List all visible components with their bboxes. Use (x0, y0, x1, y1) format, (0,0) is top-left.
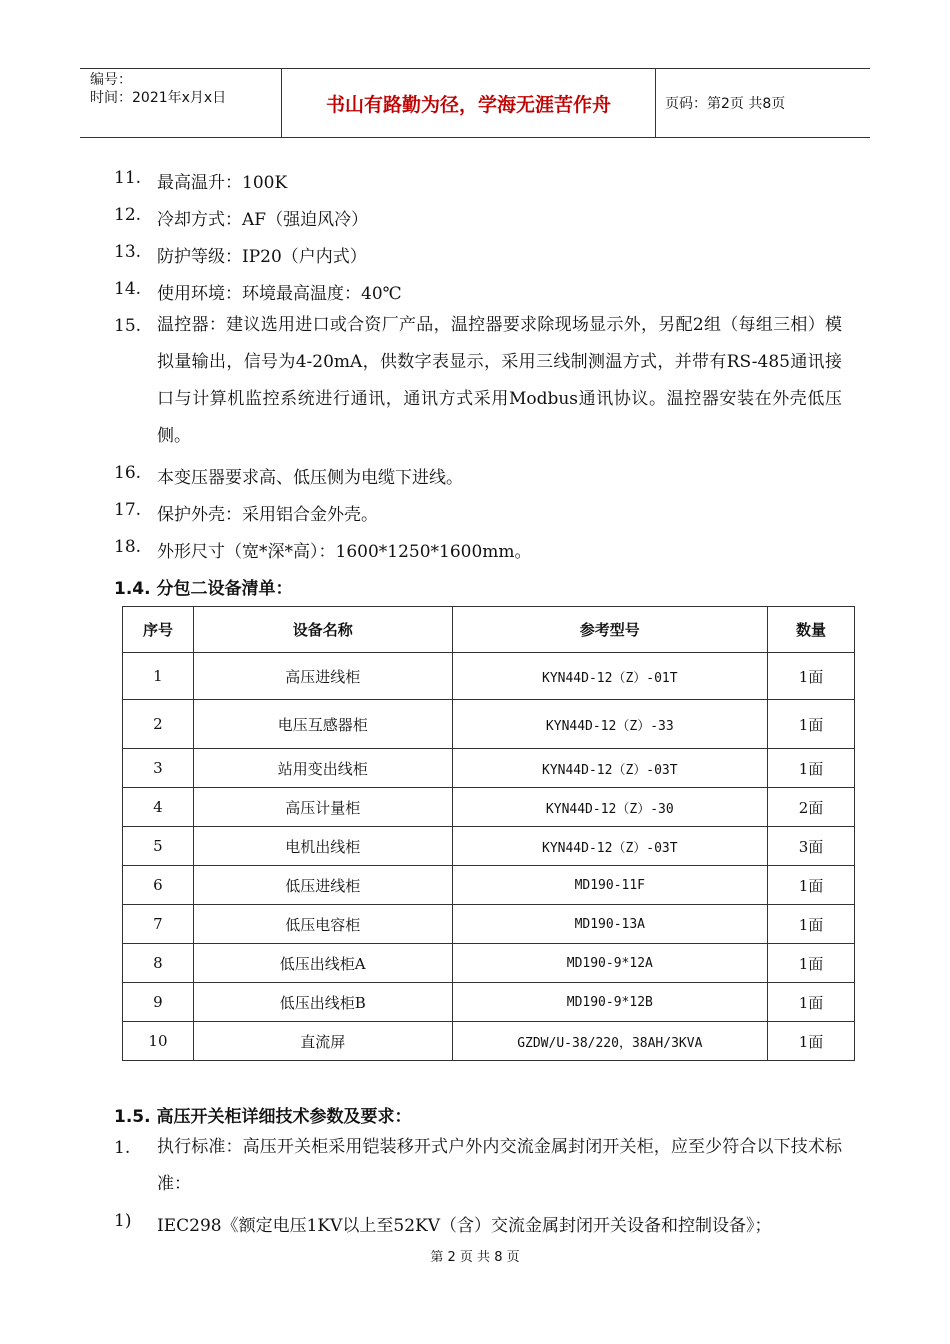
code-label: 编号： (90, 72, 132, 88)
cell-name: 站用变出线柜 (193, 749, 452, 788)
item-number: 15. (114, 316, 142, 336)
section-heading: 1.4. 分包二设备清单： (114, 579, 293, 599)
item-text: 最高温升：100K (157, 173, 288, 193)
col-header: 参考型号 (452, 607, 768, 653)
cell-model: MD190-9*12A (452, 944, 768, 983)
item-number: 12. (114, 205, 142, 225)
item-text: 保护外壳：采用铝合金外壳。 (157, 505, 378, 525)
item-text: 外形尺寸（宽*深*高）：1600*1250*1600mm。 (157, 542, 532, 562)
item-text: 使用环境：环境最高温度：40℃ (157, 284, 402, 304)
cell-model: KYN44D-12（Z）-01T (452, 653, 768, 700)
table-row (123, 1022, 855, 1061)
cell-name: 电压互感器柜 (193, 700, 452, 749)
cell-qty: 3面 (768, 827, 855, 866)
item-number: 16. (114, 463, 142, 483)
table-row (123, 653, 855, 700)
section-heading: 1.5. 高压开关柜详细技术参数及要求： (114, 1107, 412, 1127)
col-header: 序号 (123, 607, 194, 653)
cell-model: MD190-13A (452, 905, 768, 944)
item-number: 17. (114, 500, 142, 520)
cell-index: 9 (123, 983, 194, 1022)
cell-qty: 1面 (768, 866, 855, 905)
page-footer: 第 2 页 共 8 页 (430, 1250, 520, 1265)
table-row (123, 944, 855, 983)
cell-qty: 1面 (768, 983, 855, 1022)
cell-qty: 2面 (768, 788, 855, 827)
cell-name: 低压进线柜 (193, 866, 452, 905)
cell-model: KYN44D-12（Z）-33 (452, 700, 768, 749)
cell-qty: 1面 (768, 1022, 855, 1061)
cell-name: 电机出线柜 (193, 827, 452, 866)
cell-name: 低压电容柜 (193, 905, 452, 944)
header-meta (80, 69, 282, 137)
table-row (123, 700, 855, 749)
cell-index: 6 (123, 866, 194, 905)
cell-model: KYN44D-12（Z）-03T (452, 827, 768, 866)
table-row (123, 749, 855, 788)
cell-name: 低压出线柜A (193, 944, 452, 983)
cell-index: 8 (123, 944, 194, 983)
cell-model: GZDW/U-38/220，38AH/3KVA (452, 1022, 768, 1061)
item-number: 1) (114, 1211, 132, 1231)
table-row (123, 788, 855, 827)
table-row (123, 866, 855, 905)
table-header-row (123, 607, 855, 653)
table-row (123, 827, 855, 866)
item-number: 1. (114, 1138, 131, 1158)
cell-index: 2 (123, 700, 194, 749)
cell-qty: 1面 (768, 700, 855, 749)
item-text: 冷却方式：AF（强迫风冷） (157, 210, 369, 230)
col-header: 数量 (768, 607, 855, 653)
item-text: 防护等级：IP20（户内式） (157, 247, 367, 267)
time-label: 时间：2021年x月x日 (90, 90, 227, 106)
cell-model: MD190-9*12B (452, 983, 768, 1022)
cell-model: KYN44D-12（Z）-03T (452, 749, 768, 788)
cell-index: 1 (123, 653, 194, 700)
cell-qty: 1面 (768, 749, 855, 788)
col-header: 设备名称 (193, 607, 452, 653)
header-motto: 书山有路勤为径，学海无涯苦作舟 (282, 69, 656, 137)
cell-qty: 1面 (768, 653, 855, 700)
cell-qty: 1面 (768, 905, 855, 944)
cell-qty: 1面 (768, 944, 855, 983)
cell-index: 10 (123, 1022, 194, 1061)
cell-index: 3 (123, 749, 194, 788)
cell-name: 高压计量柜 (193, 788, 452, 827)
cell-index: 5 (123, 827, 194, 866)
cell-name: 低压出线柜B (193, 983, 452, 1022)
cell-index: 7 (123, 905, 194, 944)
item-number: 11. (114, 168, 142, 188)
item-paragraph: 执行标准：高压开关柜采用铠装移开式户外内交流金属封闭开关柜，应至少符合以下技术标准： (157, 1137, 842, 1194)
cell-name: 高压进线柜 (193, 653, 452, 700)
item-number: 14. (114, 279, 142, 299)
cell-model: MD190-11F (452, 866, 768, 905)
table-row (123, 905, 855, 944)
item-paragraph: 温控器：建议选用进口或合资厂产品，温控器要求除现场显示外，另配2组（每组三相）模拟量输出，信号为4-20mA，供数字表显示，采用三线制测温方式，并带有RS-485通讯接口与计算机监控系统进行通讯，通讯方式采用Modbus通讯协议。温控器安装在外壳低压侧。 (157, 315, 842, 446)
cell-index: 4 (123, 788, 194, 827)
cell-name: 直流屏 (193, 1022, 452, 1061)
item-text: 本变压器要求高、低压侧为电缆下进线。 (157, 468, 463, 488)
item-number: 18. (114, 537, 142, 557)
cell-model: KYN44D-12（Z）-30 (452, 788, 768, 827)
item-number: 13. (114, 242, 142, 262)
equipment-table (122, 606, 855, 1061)
header-page-info: 页码：第2页 共8页 (665, 96, 786, 112)
table-row (123, 983, 855, 1022)
item-text: IEC298《额定电压1KV以上至52KV（含）交流金属封闭开关设备和控制设备》； (157, 1216, 772, 1236)
page-header (80, 68, 870, 138)
